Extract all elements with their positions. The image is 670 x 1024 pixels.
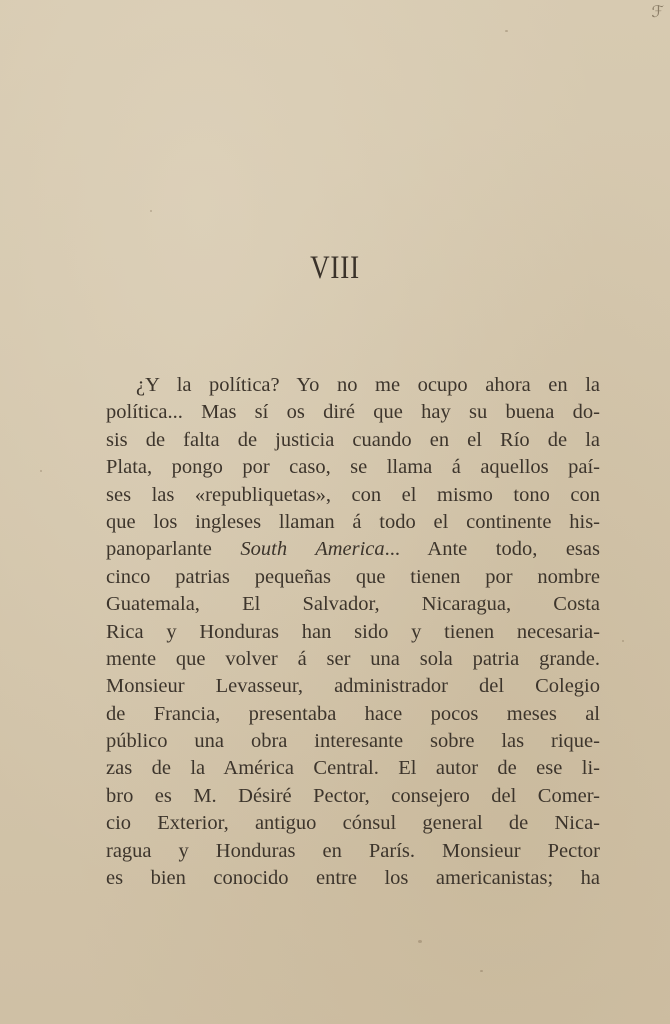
text-line: ses las «republiquetas», con el mismo tono con xyxy=(106,483,600,506)
paper-speck xyxy=(418,940,422,943)
chapter-heading: VIII xyxy=(310,250,360,286)
text-line: de Francia, presentaba hace pocos meses al xyxy=(106,702,600,725)
paper-speck xyxy=(622,640,624,642)
text-line: Plata, pongo por caso, se llama á aquellos paí- xyxy=(106,456,600,479)
text-line: ¿Y la política? Yo no me ocupo ahora en la xyxy=(136,374,600,396)
text-line-mixed xyxy=(106,536,600,563)
text-segment: panoparlante xyxy=(106,538,241,561)
text-line: sis de falta de justicia cuando en el Río de la xyxy=(106,428,600,451)
paper-speck xyxy=(505,30,508,32)
corner-mark: ℱ xyxy=(651,4,664,21)
text-line: Rica y Honduras han sido y tienen necesaria- xyxy=(106,620,600,643)
paper-speck xyxy=(40,470,42,472)
text-line: zas de la América Central. El autor de ese li- xyxy=(106,757,600,780)
text-line: ragua y Honduras en París. Monsieur Pector xyxy=(106,839,600,862)
paper-speck xyxy=(480,970,483,972)
italic-phrase: South America xyxy=(240,538,385,561)
text-line: mente que volver á ser una sola patria grande. xyxy=(106,647,600,670)
text-line: es bien conocido entre los americanistas; ha xyxy=(106,867,600,890)
text-line: Guatemala, El Salvador, Nicaragua, Costa xyxy=(106,593,600,616)
paper-speck xyxy=(150,210,152,212)
text-segment: ... Ante todo, esas xyxy=(384,538,600,561)
text-line: cio Exterior, antiguo cónsul general de Nica- xyxy=(106,812,600,835)
text-line: cinco patrias pequeñas que tienen por nombre xyxy=(106,565,600,588)
text-line: bro es M. Désiré Pector, consejero del Comer- xyxy=(106,784,600,807)
text-line: público una obra interesante sobre las rique- xyxy=(106,730,600,753)
text-line: que los ingleses llaman á todo el continente his- xyxy=(106,510,600,533)
text-line: Monsieur Levasseur, administrador del Colegio xyxy=(106,675,600,698)
body-paragraph xyxy=(106,372,600,892)
text-line: política... Mas sí os diré que hay su buena do- xyxy=(106,401,600,424)
